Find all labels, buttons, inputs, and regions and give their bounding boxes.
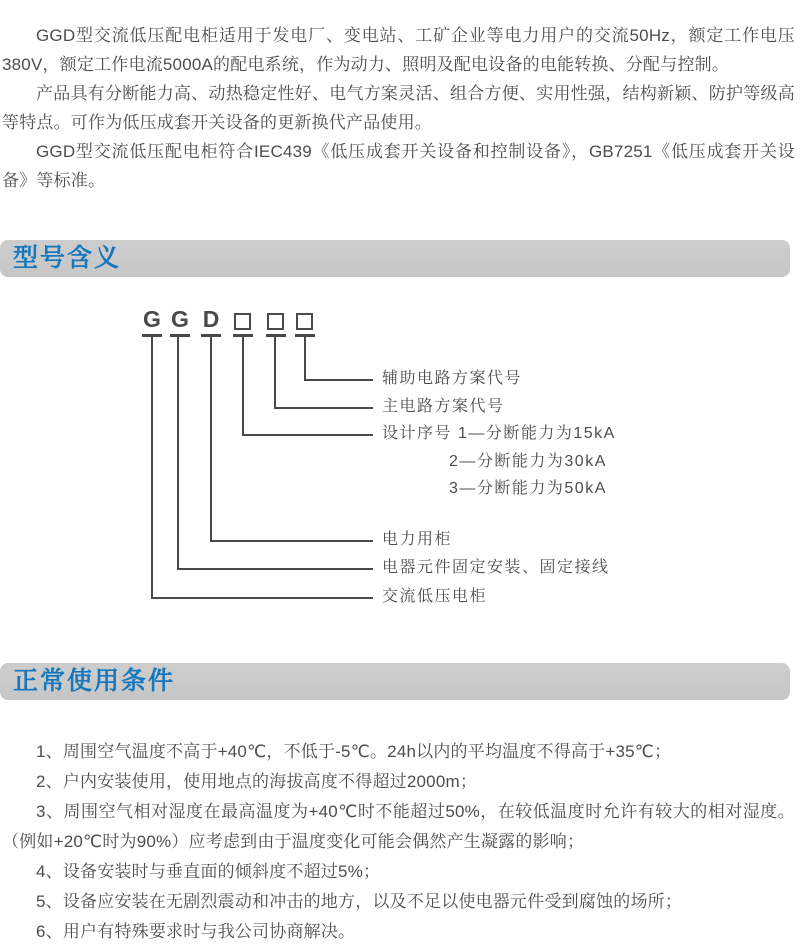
condition-item: 5、设备应安装在无剧烈震动和冲击的地方，以及不足以使电器元件受到腐蚀的场所； [36,892,683,911]
intro-paragraph: GGD型交流低压配电柜符合IEC439《低压成套开关设备和控制设备》，GB7251《低压成套开关设备》等标准。 [2,142,795,190]
model-code-letter: G [171,306,189,332]
intro-paragraph: 产品具有分断能力高、动热稳定性好、电气方案灵活、组合方便、实用性强，结构新颖、防护等级高等特点。可作为低压成套开关设备的更新换代产品使用。 [2,84,795,132]
condition-item: 1、周围空气温度不高于+40℃，不低于-5℃。24h以内的平均温度不得高于+35℃； [36,742,672,761]
callout-line-horizontal [304,379,373,381]
callout-line-horizontal [210,540,373,542]
condition-item: 3、周围空气相对湿度在最高温度为+40℃时不能超过50%，在较低温度时允许有较大的相对湿度。（例如+20℃时为90%）应考虑到由于温度变化可能会偶然产生凝露的影响； [2,802,795,851]
callout-line-vertical [304,337,306,379]
diagram-label-design-series-2: 2—分断能力为30kA [449,453,607,470]
intro-paragraph: GGD型交流低压配电柜适用于发电厂、变电站、工矿企业等电力用户的交流50Hz，额定工作电压380V，额定工作电流5000A的配电系统，作为动力、照明及配电设备的电能转换、分配与控制。 [2,26,795,74]
code-underline [170,334,190,337]
conditions-list [0,700,800,947]
code-underline [266,334,286,337]
condition-item: 4、设备安装时与垂直面的倾斜度不超过5%； [36,862,381,881]
intro-section [0,0,800,195]
callout-line-vertical [210,337,212,540]
model-code-box [234,313,251,330]
diagram-label-ac-lv-cabinet: 交流低压电柜 [382,588,488,605]
section-title-model-meaning: 型号含义 [13,244,122,272]
diagram-label-fixed-mounting: 电器元件固定安装、固定接线 [382,559,610,576]
model-code-box [267,313,284,330]
diagram-label-aux-circuit: 辅助电路方案代号 [382,370,523,387]
callout-line-horizontal [177,568,373,570]
condition-item: 6、用户有特殊要求时与我公司协商解决。 [36,922,356,941]
model-code-letter: D [202,306,220,332]
condition-item: 2、户内安装使用，使用地点的海拔高度不得超过2000m； [36,772,478,791]
section-bar-normal-conditions [0,663,790,700]
section-bar-model-meaning [0,240,790,277]
model-code-diagram [0,277,800,663]
callout-line-vertical [274,337,276,407]
diagram-label-power-cabinet: 电力用柜 [382,531,453,548]
callout-line-horizontal [151,597,373,599]
model-code-box [296,313,313,330]
callout-line-horizontal [274,407,373,409]
model-code-letter: G [143,306,161,332]
callout-line-vertical [151,337,153,597]
callout-line-horizontal [242,434,373,436]
diagram-label-main-circuit: 主电路方案代号 [382,398,505,415]
callout-line-vertical [242,337,244,434]
callout-line-vertical [177,337,179,568]
diagram-label-design-series-3: 3—分断能力为50kA [449,480,607,497]
diagram-label-design-series: 设计序号 1—分断能力为15kA [382,425,616,442]
section-title-normal-conditions: 正常使用条件 [13,667,176,695]
